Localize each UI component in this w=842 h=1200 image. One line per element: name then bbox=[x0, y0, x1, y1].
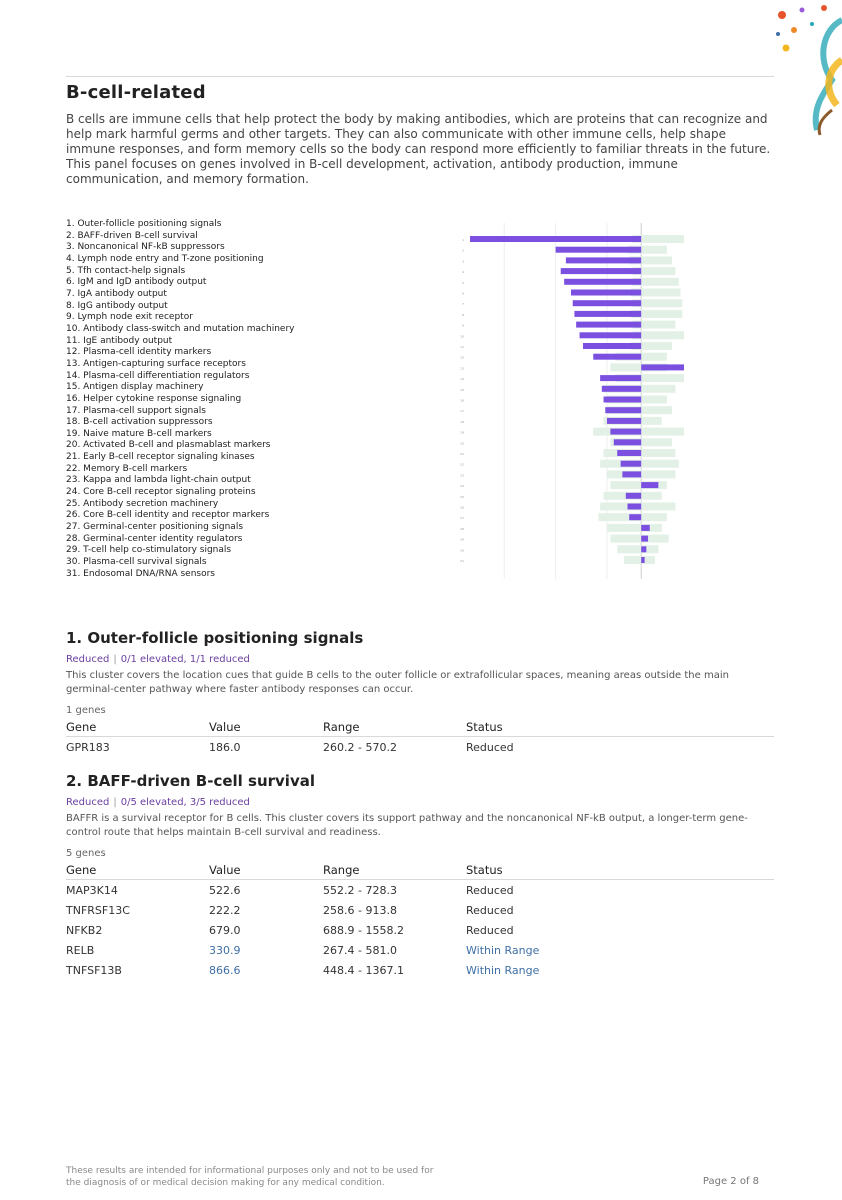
category-tick-label: 5 bbox=[462, 280, 464, 285]
category-tick-label: 21 bbox=[460, 452, 464, 456]
cluster-list-item: 10. Antibody class-switch and mutation machinery bbox=[66, 323, 295, 334]
cluster-list-item: 18. B-cell activation suppressors bbox=[66, 417, 213, 428]
category-tick-label: 13 bbox=[460, 366, 464, 371]
gene-status: Within Range bbox=[466, 943, 540, 957]
score-bar bbox=[564, 279, 641, 285]
score-bar bbox=[566, 257, 641, 263]
score-bar bbox=[561, 268, 641, 274]
gene-value: 866.6 bbox=[209, 963, 241, 977]
category-tick-label: 18 bbox=[460, 419, 464, 424]
score-bar bbox=[607, 418, 641, 424]
gene-range: 552.2 - 728.3 bbox=[323, 883, 397, 897]
category-tick-label: 25 bbox=[460, 494, 464, 499]
score-bar bbox=[621, 461, 642, 467]
score-bar bbox=[574, 311, 641, 317]
gene-status: Reduced bbox=[466, 903, 514, 917]
section-summary: Reduced | 0/5 elevated, 3/5 reduced bbox=[66, 797, 250, 808]
cluster-score-chart bbox=[454, 219, 689, 584]
gene-status: Reduced bbox=[466, 883, 514, 897]
category-tick-label: 27 bbox=[460, 516, 464, 521]
cluster-list-item: 14. Plasma-cell differentiation regulators bbox=[66, 370, 250, 381]
category-tick-label: 22 bbox=[460, 462, 464, 467]
category-tick-label: 19 bbox=[460, 430, 464, 435]
gene-status: Within Range bbox=[466, 963, 540, 977]
score-bar bbox=[622, 471, 641, 477]
gene-table bbox=[66, 718, 774, 757]
gene-value: 222.2 bbox=[209, 903, 241, 917]
section-description: This cluster covers the location cues that guide B cells to the outer follicle or extrafollicular spaces, meaning areas outside the main germinal-center pathway where faster antibody responses can occur. bbox=[66, 670, 729, 695]
score-bar bbox=[641, 364, 684, 370]
score-bar bbox=[614, 439, 641, 445]
gene-range: 267.4 - 581.0 bbox=[323, 943, 397, 957]
column-header-range: Range bbox=[323, 718, 466, 737]
cluster-list-item: 29. T-cell help co-stimulatory signals bbox=[66, 545, 232, 556]
category-tick-label: 8 bbox=[462, 312, 464, 317]
category-tick-label: 3 bbox=[462, 259, 464, 264]
table-row bbox=[66, 900, 774, 920]
cluster-list-item: 30. Plasma-cell survival signals bbox=[66, 557, 207, 568]
score-bar bbox=[571, 290, 641, 296]
category-tick-label: 20 bbox=[460, 441, 464, 446]
gene-table bbox=[66, 861, 774, 980]
gene-status: Reduced bbox=[466, 923, 514, 937]
cluster-list-item: 16. Helper cytokine response signaling bbox=[66, 393, 242, 404]
cluster-list-item: 25. Antibody secretion machinery bbox=[66, 498, 219, 509]
section-summary: Reduced | 0/1 elevated, 1/1 reduced bbox=[66, 654, 250, 665]
cluster-list bbox=[66, 219, 294, 580]
elevated-reduced-counts: 0/1 elevated, 1/1 reduced bbox=[120, 654, 250, 665]
score-bar bbox=[641, 525, 650, 531]
score-bar bbox=[580, 332, 642, 338]
score-bar bbox=[641, 557, 644, 563]
gene-status: Reduced bbox=[466, 740, 514, 754]
category-tick-label: 7 bbox=[462, 302, 464, 307]
category-tick-label: 10 bbox=[460, 334, 464, 339]
category-tick-label: 26 bbox=[460, 505, 464, 510]
gene-value: 330.9 bbox=[209, 943, 241, 957]
category-tick-label: 17 bbox=[460, 409, 464, 414]
cluster-list-item: 20. Activated B-cell and plasmablast markers bbox=[66, 440, 271, 451]
gene-value: 522.6 bbox=[209, 883, 241, 897]
cluster-list-item: 26. Core B-cell identity and receptor markers bbox=[66, 510, 270, 521]
panel-intro: B cells are immune cells that help protect the body by making antibodies, which are proteins that can recognize and help mark harmful germs and other targets. They can also communicate with other immune cells, help shape immune responses, and form memory cells so the body can respond more efficiently to familiar threats in the future. This panel focuses on genes involved in B-cell development, activation, antibody production, immune communication, and memory formation. bbox=[66, 112, 771, 186]
score-bar bbox=[593, 354, 641, 360]
disclaimer-line: the diagnosis of or medical decision making for any medical condition. bbox=[66, 1178, 385, 1188]
gene-name: NFKB2 bbox=[66, 923, 103, 937]
section-title: 2. BAFF-driven B-cell survival bbox=[66, 772, 315, 790]
category-tick-label: 23 bbox=[460, 473, 464, 478]
section-description: BAFFR is a survival receptor for B cells. This cluster covers its support pathway and the noncanonical NF-kB output, a longer-term gene-control route that helps maintain B-cell survival and readiness. bbox=[66, 813, 748, 838]
cluster-list-item: 23. Kappa and lambda light-chain output bbox=[66, 475, 251, 486]
score-bar bbox=[602, 386, 641, 392]
score-bar bbox=[573, 300, 641, 306]
cluster-list-item: 17. Plasma-cell support signals bbox=[66, 405, 206, 416]
gene-count: 5 genes bbox=[66, 848, 106, 859]
column-header-value: Value bbox=[209, 861, 323, 880]
category-tick-label: 4 bbox=[462, 270, 464, 275]
table-row bbox=[66, 880, 774, 901]
header-divider bbox=[66, 76, 774, 77]
score-bar bbox=[629, 514, 641, 520]
cluster-list-item: 3. Noncanonical NF-kB suppressors bbox=[66, 242, 225, 253]
decorative-corner-graphic bbox=[772, 0, 842, 140]
column-header-gene: Gene bbox=[66, 718, 209, 737]
score-bar bbox=[641, 482, 658, 488]
category-tick-label: 15 bbox=[460, 387, 464, 392]
category-tick-label: 11 bbox=[460, 345, 464, 349]
gene-range: 688.9 - 1558.2 bbox=[323, 923, 404, 937]
category-tick-label: 24 bbox=[460, 484, 464, 489]
score-bar bbox=[600, 375, 641, 381]
reference-range-band bbox=[607, 470, 675, 478]
table-row bbox=[66, 940, 774, 960]
cluster-list-item: 13. Antigen-capturing surface receptors bbox=[66, 358, 246, 369]
section-title: 1. Outer-follicle positioning signals bbox=[66, 629, 364, 647]
gene-value: 186.0 bbox=[209, 740, 241, 754]
table-row bbox=[66, 960, 774, 980]
cluster-list-item: 24. Core B-cell receptor signaling proteins bbox=[66, 487, 256, 498]
category-tick-label: 29 bbox=[460, 537, 464, 542]
category-tick-label: 2 bbox=[462, 248, 464, 253]
cluster-list-item: 11. IgE antibody output bbox=[66, 335, 173, 346]
cluster-list-item: 31. Endosomal DNA/RNA sensors bbox=[66, 568, 215, 579]
column-header-status: Status bbox=[466, 718, 774, 737]
table-row bbox=[66, 737, 774, 758]
cluster-list-item: 27. Germinal-center positioning signals bbox=[66, 522, 244, 533]
score-bar bbox=[641, 536, 648, 542]
gene-range: 258.6 - 913.8 bbox=[323, 903, 397, 917]
cluster-list-item: 19. Naive mature B-cell markers bbox=[66, 428, 212, 439]
column-header-range: Range bbox=[323, 861, 466, 880]
panel-title: B-cell-related bbox=[66, 82, 206, 103]
score-bar bbox=[470, 236, 641, 242]
category-tick-label: 28 bbox=[460, 526, 464, 531]
cluster-list-item: 9. Lymph node exit receptor bbox=[66, 312, 193, 323]
column-header-status: Status bbox=[466, 861, 774, 880]
table-row bbox=[66, 920, 774, 940]
category-tick-label: 1 bbox=[462, 238, 464, 242]
gene-name: TNFSF13B bbox=[66, 963, 122, 977]
column-header-gene: Gene bbox=[66, 861, 209, 880]
category-tick-label: 6 bbox=[462, 291, 464, 296]
cluster-list-item: 7. IgA antibody output bbox=[66, 288, 167, 299]
gene-name: RELB bbox=[66, 943, 95, 957]
gene-range: 260.2 - 570.2 bbox=[323, 740, 397, 754]
score-bar bbox=[556, 247, 642, 253]
elevated-reduced-counts: 0/5 elevated, 3/5 reduced bbox=[120, 797, 250, 808]
cluster-list-item: 4. Lymph node entry and T-zone positioning bbox=[66, 253, 264, 264]
category-tick-label: 14 bbox=[460, 377, 464, 382]
status-label: Reduced bbox=[66, 797, 110, 808]
cluster-list-item: 5. Tfh contact-help signals bbox=[66, 265, 186, 276]
cluster-list-item: 12. Plasma-cell identity markers bbox=[66, 347, 212, 358]
category-tick-label: 9 bbox=[462, 323, 464, 328]
score-bar bbox=[583, 343, 641, 349]
reference-range-band bbox=[624, 556, 655, 564]
cluster-list-item: 21. Early B-cell receptor signaling kinases bbox=[66, 452, 255, 463]
reference-range-band bbox=[617, 545, 658, 553]
disclaimer bbox=[66, 1165, 433, 1189]
category-tick-label: 12 bbox=[460, 355, 464, 360]
status-label: Reduced bbox=[66, 654, 110, 665]
score-bar bbox=[628, 504, 642, 510]
gene-name: GPR183 bbox=[66, 740, 110, 754]
gene-name: MAP3K14 bbox=[66, 883, 118, 897]
cluster-list-item: 2. BAFF-driven B-cell survival bbox=[66, 230, 198, 241]
score-bar bbox=[576, 322, 641, 328]
reference-range-band bbox=[610, 481, 666, 489]
cluster-list-item: 28. Germinal-center identity regulators bbox=[66, 533, 243, 544]
score-bar bbox=[617, 450, 641, 456]
reference-range-band bbox=[610, 535, 668, 543]
score-bar bbox=[610, 429, 641, 435]
cluster-list-item: 8. IgG antibody output bbox=[66, 300, 168, 311]
category-tick-label: 30 bbox=[460, 548, 464, 553]
score-bar bbox=[604, 397, 642, 403]
cluster-list-item: 6. IgM and IgD antibody output bbox=[66, 277, 207, 288]
gene-count: 1 genes bbox=[66, 705, 106, 716]
category-tick-label: 31 bbox=[460, 559, 464, 563]
gene-range: 448.4 - 1367.1 bbox=[323, 963, 404, 977]
gene-value: 679.0 bbox=[209, 923, 241, 937]
cluster-list-item: 22. Memory B-cell markers bbox=[66, 463, 188, 474]
score-bar bbox=[605, 407, 641, 413]
gene-name: TNFRSF13C bbox=[66, 903, 130, 917]
reference-range-band bbox=[607, 524, 662, 532]
cluster-list-item: 1. Outer-follicle positioning signals bbox=[66, 219, 222, 229]
category-tick-label: 16 bbox=[460, 398, 464, 403]
score-bar bbox=[641, 546, 646, 552]
column-header-value: Value bbox=[209, 718, 323, 737]
cluster-list-item: 15. Antigen display machinery bbox=[66, 382, 204, 393]
page-number: Page 2 of 8 bbox=[702, 1176, 759, 1187]
score-bar bbox=[626, 493, 641, 499]
disclaimer-line: These results are intended for informational purposes only and not to be used for bbox=[66, 1166, 434, 1176]
